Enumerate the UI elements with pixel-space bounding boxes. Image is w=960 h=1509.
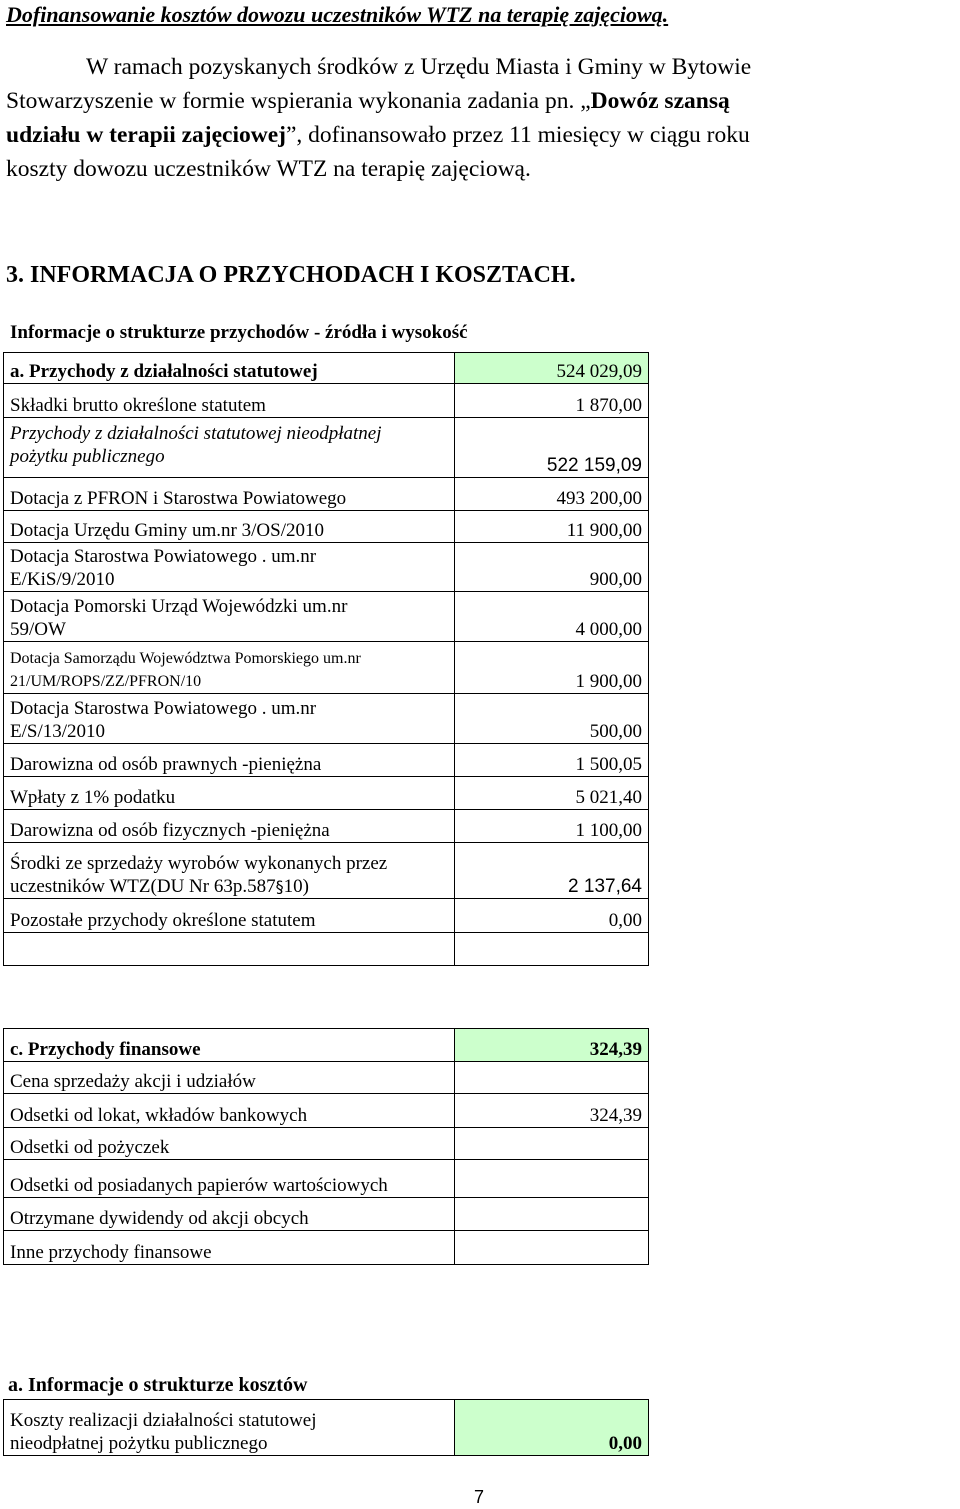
row-value: 5 021,40: [455, 777, 649, 810]
row-label: Cena sprzedaży akcji i udziałów: [4, 1062, 455, 1094]
row-value: 1 500,05: [455, 744, 649, 777]
label-line: Dotacja Starostwa Powiatowego . um.nr: [10, 546, 317, 567]
table-row: [4, 642, 649, 694]
section-title: 3. INFORMACJA O PRZYCHODACH I KOSZTACH.: [6, 262, 576, 288]
table-row: [4, 1029, 649, 1062]
row-value: [455, 933, 649, 966]
costs-table: [3, 1399, 649, 1456]
row-label: Wpłaty z 1% podatku: [4, 777, 455, 810]
row-value: [455, 1231, 649, 1265]
row-label: Otrzymane dywidendy od akcji obcych: [4, 1198, 455, 1231]
paragraph-line: W ramach pozyskanych środków z Urzędu Miasta i Gminy w Bytowie: [86, 54, 752, 80]
table-row: [4, 810, 649, 843]
table-row: [4, 899, 649, 933]
row-label: [4, 592, 455, 642]
label-line: Dotacja Pomorski Urząd Wojewódzki um.nr: [10, 596, 348, 617]
paragraph-text: ”, dofinansowało przez 11 miesięcy w ciągu roku: [285, 122, 750, 148]
row-label: Darowizna od osób prawnych -pieniężna: [4, 744, 455, 777]
table-row: [4, 1128, 649, 1160]
page-heading: Dofinansowanie kosztów dowozu uczestników WTZ na terapię zajęciową.: [6, 2, 669, 27]
row-value: 522 159,09: [455, 418, 649, 478]
paragraph-line: koszty dowozu uczestników WTZ na terapię zajęciową.: [6, 156, 531, 182]
table-row: [4, 592, 649, 642]
row-value: 11 900,00: [455, 511, 649, 543]
row-label: Odsetki od lokat, wkładów bankowych: [4, 1094, 455, 1128]
income-table: [3, 352, 649, 966]
intro-paragraph: [6, 50, 956, 186]
row-label: [4, 642, 455, 694]
table-row: [4, 478, 649, 511]
table-row: [4, 418, 649, 478]
row-label: [4, 1400, 455, 1456]
table-row: [4, 1094, 649, 1128]
page-number: 7: [474, 1487, 485, 1507]
subsection-title: Informacje o strukturze przychodów - źródła i wysokość: [10, 322, 468, 343]
project-name-part: Dowóz szansą: [590, 88, 730, 114]
label-line: Dotacja Starostwa Powiatowego . um.nr: [10, 698, 317, 719]
row-label: [4, 418, 455, 478]
row-value: 1 900,00: [455, 642, 649, 694]
row-label: Odsetki od pożyczek: [4, 1128, 455, 1160]
table-row: [4, 511, 649, 543]
label-part: uczestników WTZ(DU Nr 63p.587: [10, 876, 276, 897]
row-label: [4, 933, 455, 966]
label-line: Środki ze sprzedaży wyrobów wykonanych przez: [10, 853, 388, 874]
paragraph-text: Stowarzyszenie w formie wspierania wykonania zadania pn. „: [6, 88, 591, 114]
row-label: Dotacja Urzędu Gminy um.nr 3/OS/2010: [4, 511, 455, 543]
table-row: [4, 384, 649, 418]
table-row: [4, 1400, 649, 1456]
row-label: [4, 694, 455, 744]
row-value: 0,00: [455, 1400, 649, 1456]
label-line: [10, 875, 448, 898]
row-value: 524 029,09: [455, 353, 649, 384]
row-label: Inne przychody finansowe: [4, 1231, 455, 1265]
row-value: 900,00: [455, 543, 649, 592]
row-value: 324,39: [455, 1029, 649, 1062]
table-row: [4, 777, 649, 810]
row-value: [455, 1160, 649, 1198]
costs-title: a. Informacje o strukturze kosztów: [8, 1374, 308, 1396]
table-row: [4, 843, 649, 899]
row-label: Składki brutto określone statutem: [4, 384, 455, 418]
row-label: Darowizna od osób fizycznych -pieniężna: [4, 810, 455, 843]
label-line: Koszty realizacji działalności statutowej: [10, 1410, 317, 1431]
section-sign-icon: §: [275, 877, 284, 896]
table-row: [4, 1231, 649, 1265]
row-label: [4, 843, 455, 899]
row-value: 4 000,00: [455, 592, 649, 642]
label-part: 10): [283, 876, 309, 897]
table-row: [4, 933, 649, 966]
paragraph-line: [6, 84, 956, 118]
label-line: E/KiS/9/2010: [10, 569, 115, 590]
row-label: c. Przychody finansowe: [4, 1029, 455, 1062]
paragraph-line: [6, 118, 956, 152]
table-row: [4, 694, 649, 744]
row-value: 324,39: [455, 1094, 649, 1128]
table-row: [4, 1198, 649, 1231]
row-value: 0,00: [455, 899, 649, 933]
row-label: [4, 543, 455, 592]
label-line: E/S/13/2010: [10, 721, 106, 742]
row-value: [455, 1198, 649, 1231]
row-value: 500,00: [455, 694, 649, 744]
table-row: [4, 543, 649, 592]
table-row: [4, 1160, 649, 1198]
row-label: Dotacja z PFRON i Starostwa Powiatowego: [4, 478, 455, 511]
table-row: [4, 1062, 649, 1094]
row-value: 2 137,64: [455, 843, 649, 899]
financial-income-table: [3, 1028, 649, 1265]
label-line: Przychody z działalności statutowej nieodpłatnej: [10, 423, 382, 444]
row-value: 1 100,00: [455, 810, 649, 843]
row-value: [455, 1128, 649, 1160]
label-line: 59/OW: [10, 619, 66, 640]
label-line: 21/UM/ROPS/ZZ/PFRON/10: [10, 673, 202, 690]
row-label: Odsetki od posiadanych papierów wartościowych: [4, 1160, 455, 1198]
project-name-part: udziału w terapii zajęciowej: [6, 122, 286, 148]
row-value: [455, 1062, 649, 1094]
row-label: a. Przychody z działalności statutowej: [4, 353, 455, 384]
row-value: 1 870,00: [455, 384, 649, 418]
row-label: Pozostałe przychody określone statutem: [4, 899, 455, 933]
label-line: Dotacja Samorządu Województwa Pomorskiego um.nr: [10, 650, 361, 667]
label-line: nieodpłatnej pożytku publicznego: [10, 1433, 268, 1454]
row-value: 493 200,00: [455, 478, 649, 511]
table-row: [4, 353, 649, 384]
label-line: pożytku publicznego: [10, 446, 165, 467]
table-row: [4, 744, 649, 777]
